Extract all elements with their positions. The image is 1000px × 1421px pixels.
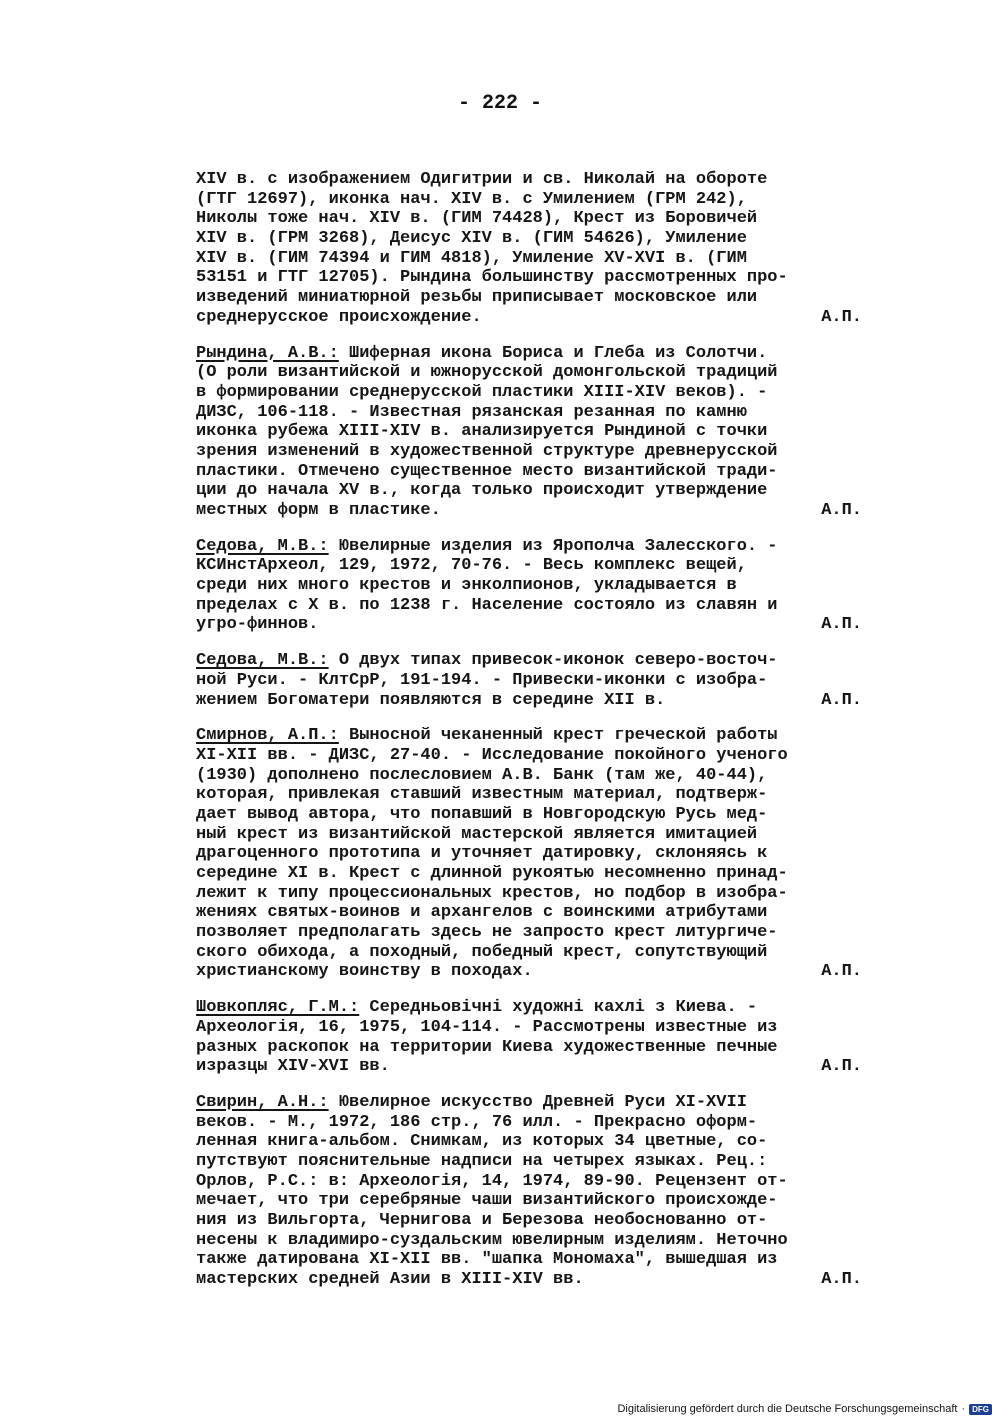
entry-line-text: христианскому воинству в походах. <box>196 962 533 982</box>
entry-line: несены к владимиро-суздальским ювелирным изделиям. Неточно <box>196 1230 788 1250</box>
entry-line-text: мастерских средней Азии в XIII-XIV вв. <box>196 1270 584 1290</box>
entry-line: 53151 и ГТГ 12705). Рындина большинству рассмотренных про- <box>196 268 788 288</box>
entry-author: Рындина, А.В.: <box>196 343 339 363</box>
entry-line: лежит к типу процессиональных крестов, но подбор в изобра- <box>196 883 788 903</box>
entry-line: середине XI в. Крест с длинной рукоятью несомненно принад- <box>196 864 788 883</box>
entry-line-text: изразцы XIV-XVI вв. <box>196 1057 390 1077</box>
entry-line: пластики. Отмечено существенное место византийской тради- <box>196 461 778 481</box>
entry-line: жениях святых-воинов и архангелов с воинскими атрибутами <box>196 903 768 923</box>
entry-line <box>196 615 876 635</box>
entry-line: Археологія, 16, 1975, 104-114. - Рассмотрены известные из <box>196 1017 778 1037</box>
reviewer-signature: А.П. <box>821 615 862 635</box>
entry-line-text: О двух типах привесок-иконок северо-восточ- <box>328 651 778 671</box>
entry-line: Николы тоже нач. XIV в. (ГИМ 74428), Крест из Боровичей <box>196 209 758 229</box>
entry-line <box>196 726 876 746</box>
entry-author: Смирнов, А.П.: <box>196 726 339 746</box>
entry-line-text: Шиферная икона Бориса и Глеба из Солотчи. <box>338 343 768 363</box>
entry-line: ной Руси. - КлтСрР, 191-194. - Привески-иконки с изобра- <box>196 670 768 690</box>
entry-line <box>196 537 876 557</box>
entry-line: ского обихода, а походный, победный крест, сопутствующий <box>196 942 768 962</box>
entry-line: ции до начала XV в., когда только происходит утверждение <box>196 481 768 501</box>
entry-line: ДИЗС, 106-118. - Известная рязанская резанная по камню <box>196 402 747 422</box>
reviewer-signature: А.П. <box>821 307 862 327</box>
entry-line-text: Выносной чеканенный крест греческой работы <box>338 726 778 746</box>
entry-line <box>196 1270 876 1290</box>
reviewer-signature: А.П. <box>821 1270 862 1290</box>
entry-line: иконка рубежа XIII-XIV в. анализируется Рындиной с точки <box>196 422 768 442</box>
footer-text: Digitalisierung gefördert durch die Deutsche Forschungsgemeinschaft <box>617 1403 958 1415</box>
entry-line: драгоценного прототипа и уточняет датировку, склоняясь к <box>196 844 768 864</box>
entry-line-text: Середньовічні художні кахлі з Киева. - <box>359 998 758 1018</box>
page-number: - 222 - <box>457 92 542 115</box>
entry-line: XIV в. (ГРМ 3268), Деисус XIV в. (ГИМ 54626), Умиление <box>196 229 747 249</box>
reviewer-signature: А.П. <box>821 690 862 710</box>
entry-line: пределах с X в. по 1238 г. Население состояло из славян и <box>196 595 778 615</box>
entry-line <box>196 1057 876 1077</box>
bibliography-entry <box>196 651 876 710</box>
bibliography-column <box>196 170 876 1306</box>
entry-author: Свирин, А.Н.: <box>196 1092 329 1112</box>
entry-line: изведений миниатюрной резьбы приписывает московское или <box>196 288 758 308</box>
entry-line-text: угро-финнов. <box>196 615 319 635</box>
bibliography-entry <box>196 170 876 328</box>
entry-line <box>196 344 876 364</box>
entry-line: XIV в. (ГИМ 74394 и ГИМ 4818), Умиление XV-XVI в. (ГИМ <box>196 248 747 268</box>
entry-line-text: Ювелирные изделия из Ярополча Залесского. - <box>328 536 778 556</box>
entry-line: Орлов, Р.С.: в: Археологія, 14, 1974, 89-90. Рецензент от- <box>196 1171 788 1191</box>
entry-line <box>196 1093 876 1113</box>
bibliography-entry <box>196 998 876 1077</box>
entry-line: мечает, что три серебряные чаши византийского происхожде- <box>196 1191 778 1211</box>
entry-line: веков. - М., 1972, 186 стр., 76 илл. - Прекрасно оформ- <box>196 1112 758 1132</box>
entry-author: Седова, М.В.: <box>196 536 329 556</box>
dfg-logo: DFG <box>969 1404 992 1415</box>
entry-author: Шовкопляс, Г.М.: <box>196 998 360 1018</box>
bibliography-entry <box>196 726 876 982</box>
entry-line: также датирована XI-XII вв. "шапка Мономаха", вышедшая из <box>196 1250 778 1270</box>
entry-line <box>196 651 876 671</box>
entry-line: ния из Вильгорта, Чернигова и Березова необоснованно от- <box>196 1211 768 1230</box>
entry-author: Седова, М.В.: <box>196 651 329 671</box>
entry-line: дает вывод автора, что попавший в Новгородскую Русь мед- <box>196 804 768 824</box>
entry-line: (1930) дополнено послесловием А.В. Банк (там же, 40-44), <box>196 765 768 785</box>
entry-line-text: жением Богоматери появляются в середине XII в. <box>196 690 666 710</box>
entry-line <box>196 691 876 711</box>
entry-line-text: Ювелирное искусство Древней Руси XI-XVII <box>328 1092 747 1112</box>
entry-line: XI-XII вв. - ДИЗС, 27-40. - Исследование покойного ученого <box>196 745 788 765</box>
footer-separator: · <box>961 1403 966 1415</box>
entry-line <box>196 998 876 1018</box>
entry-line: путствуют пояснительные надписи на четырех языках. Рец.: <box>196 1151 768 1171</box>
entry-line: КСИнстАрхеол, 129, 1972, 70-76. - Весь комплекс вещей, <box>196 556 747 576</box>
entry-line <box>196 501 876 521</box>
entry-line: которая, привлекая ставший известным материал, подтверж- <box>196 785 768 805</box>
entry-line-text: местных форм в пластике. <box>196 501 441 520</box>
bibliography-entry <box>196 1093 876 1290</box>
entry-line: ленная книга-альбом. Снимкам, из которых 34 цветные, со- <box>196 1132 768 1152</box>
entry-line: среди них много крестов и энколпионов, укладывается в <box>196 576 737 596</box>
reviewer-signature: А.П. <box>821 1057 862 1077</box>
bibliography-entry <box>196 344 876 521</box>
entry-line: зрения изменений в художественной структуре древнерусской <box>196 441 778 461</box>
digitization-footer <box>617 1403 992 1415</box>
entry-line: ный крест из византийской мастерской является имитацией <box>196 824 758 844</box>
entry-line: позволяет предполагать здесь не запросто крест литургиче- <box>196 923 778 943</box>
entry-line: (ГТГ 12697), иконка нач. XIV в. с Умилением (ГРМ 242), <box>196 189 747 209</box>
entry-line <box>196 962 876 982</box>
entry-line: (О роли византийской и южнорусской домонгольской традиций <box>196 363 778 383</box>
entry-line <box>196 308 876 328</box>
entry-line: разных раскопок на территории Киева художественные печные <box>196 1037 778 1057</box>
reviewer-signature: А.П. <box>821 501 862 520</box>
bibliography-entry <box>196 537 876 635</box>
entry-line: в формировании среднерусской пластики XIII-XIV веков). - <box>196 382 768 402</box>
entry-line: XIV в. с изображением Одигитрии и св. Николай на обороте <box>196 170 768 189</box>
entry-line-text: среднерусское происхождение. <box>196 307 482 327</box>
reviewer-signature: А.П. <box>821 962 862 982</box>
